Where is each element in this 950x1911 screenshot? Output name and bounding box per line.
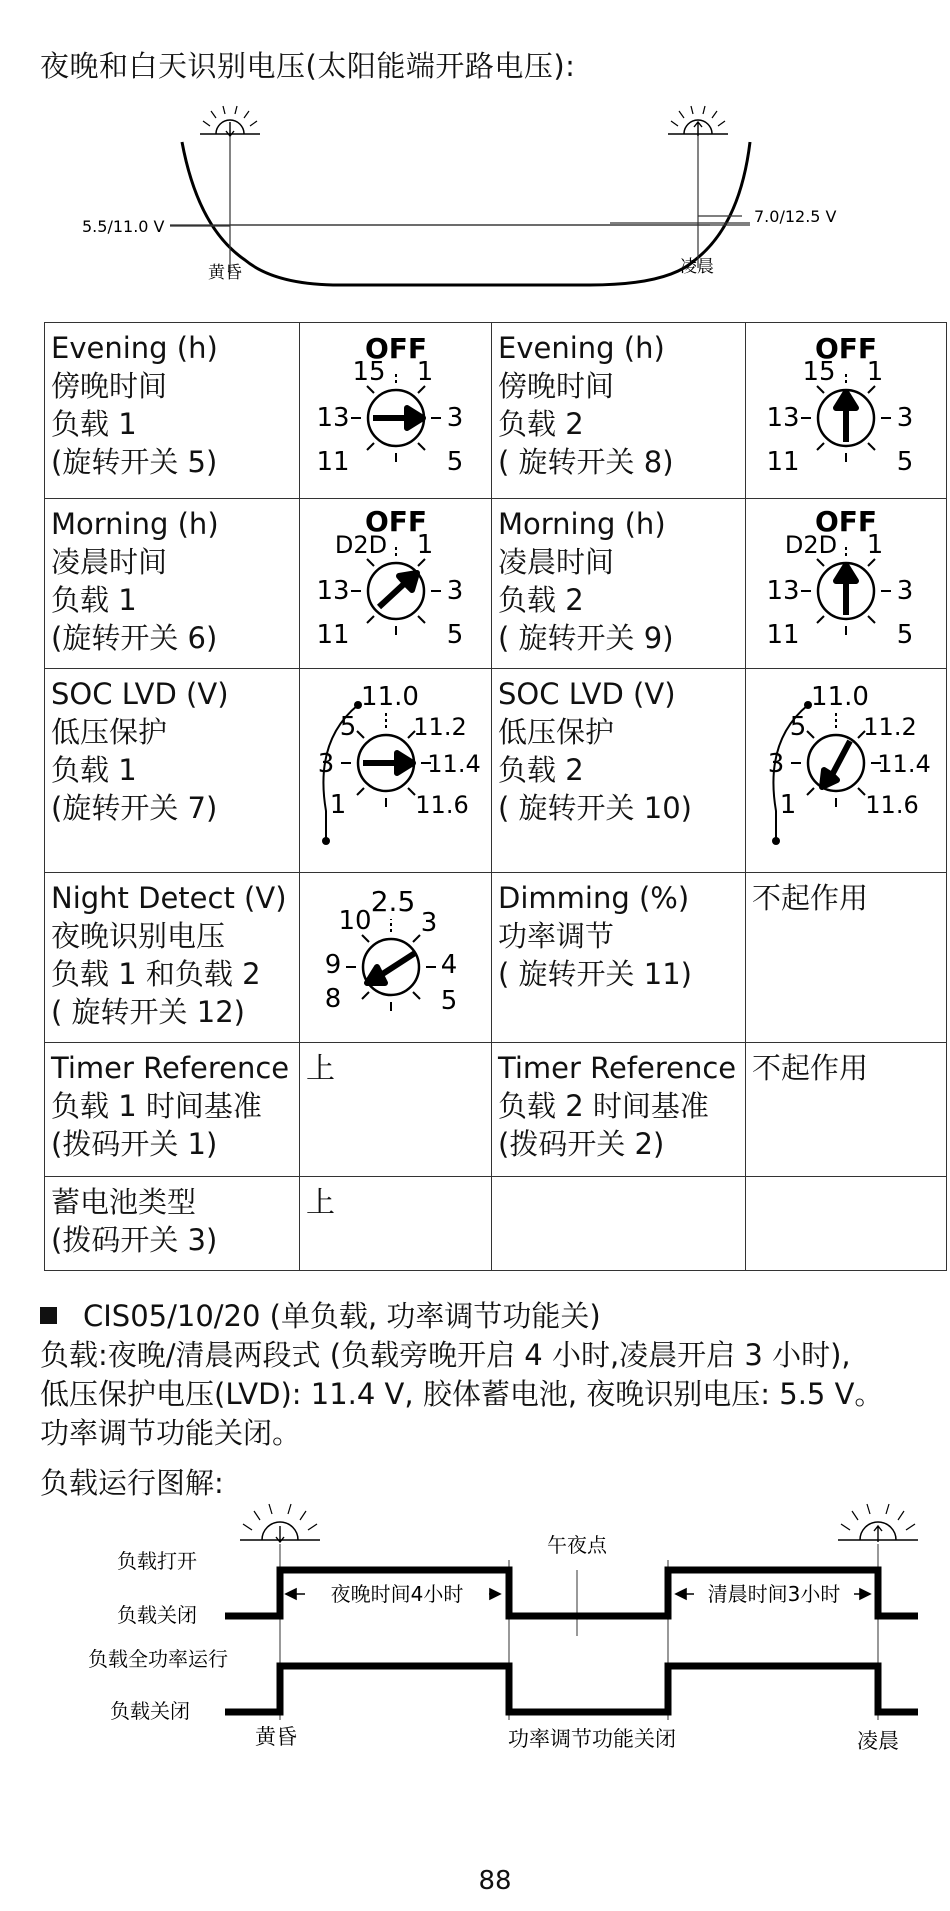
svg-text:3: 3 [446, 576, 463, 606]
svg-text:3: 3 [896, 576, 914, 606]
sunset-icon [240, 1504, 320, 1542]
diagram-title: 负载运行图解: [40, 1466, 224, 1500]
svg-text:3: 3 [896, 403, 914, 433]
svg-text:11.6: 11.6 [865, 791, 919, 819]
left-voltage-label: 5.5/11.0 V [82, 217, 165, 236]
page-number: 88 [478, 1866, 512, 1896]
svg-text:OFF: OFF [364, 505, 427, 538]
voltage-curve-diagram [70, 100, 870, 300]
dawn-label: 凌晨 [857, 1729, 899, 1753]
svg-text:5: 5 [896, 447, 914, 477]
load-off-label: 负载关闭 [117, 1603, 197, 1627]
dusk-label: 黄昏 [208, 263, 242, 283]
svg-text:OFF: OFF [814, 332, 878, 365]
timer-ref-load2-cell: Timer Reference 负载 2 时间基准 (拨码开关 2) [492, 1043, 746, 1177]
svg-text:1: 1 [416, 530, 433, 560]
svg-text:5: 5 [896, 620, 914, 650]
section-heading: 夜晚和白天识别电压(太阳能端开路电压): [40, 49, 576, 83]
load-timing-diagram [0, 1500, 950, 1760]
svg-text:3: 3 [317, 749, 334, 779]
dimming-cell: Dimming (%) 功率调节 ( 旋转开关 11) [492, 873, 746, 1043]
table-row [45, 1177, 947, 1271]
sunset-icon [200, 106, 260, 136]
svg-text:1: 1 [416, 357, 433, 387]
svg-text:1: 1 [329, 790, 346, 820]
svg-text:11.4: 11.4 [877, 750, 931, 778]
svg-text:13: 13 [315, 403, 350, 433]
svg-text:11: 11 [766, 447, 800, 477]
table-row [45, 669, 947, 873]
svg-text:10: 10 [337, 906, 372, 936]
svg-text:5: 5 [339, 712, 356, 742]
svg-text:8: 8 [324, 984, 341, 1014]
svg-text:2.5: 2.5 [370, 885, 415, 918]
config-line-1: 负载:夜晚/清晨两段式 (负载旁晚开启 4 小时,凌晨开启 3 小时), [40, 1338, 851, 1372]
night-detect-cell: Night Detect (V) 夜晚识别电压 负载 1 和负载 2 ( 旋转开关 12) [45, 873, 300, 1043]
load-off-label-2: 负载关闭 [110, 1699, 190, 1723]
svg-text:11: 11 [315, 620, 350, 650]
svg-text:3: 3 [420, 908, 437, 938]
config-line-2: 低压保护电压(LVD): 11.4 V, 胶体蓄电池, 夜晚识别电压: 5.5 V。 [40, 1377, 884, 1411]
svg-text:11: 11 [315, 447, 350, 477]
svg-text:15: 15 [802, 357, 836, 387]
dawn-label: 凌晨 [680, 257, 714, 277]
svg-text:4: 4 [440, 950, 457, 980]
svg-text:5: 5 [440, 986, 457, 1016]
midnight-label: 午夜点 [547, 1533, 607, 1557]
sunrise-icon [838, 1504, 918, 1542]
svg-text:11.6: 11.6 [414, 791, 469, 819]
svg-text:11: 11 [766, 620, 800, 650]
svg-text:13: 13 [315, 576, 350, 606]
dimming-value-cell: 不起作用 [746, 873, 947, 1043]
morning-span-label: 清晨时间3小时 [707, 1582, 841, 1606]
battery-type-value: 上 [300, 1177, 492, 1271]
svg-text:5: 5 [789, 712, 807, 742]
svg-text:1: 1 [866, 530, 884, 560]
svg-text:3: 3 [446, 403, 463, 433]
load-on-label: 负载打开 [117, 1549, 197, 1573]
table-row [45, 1043, 947, 1177]
svg-text:11.0: 11.0 [811, 682, 869, 712]
rotary-switch-12-dial [300, 873, 492, 1043]
rotary-switch-10-dial [746, 669, 947, 873]
svg-text:OFF: OFF [814, 505, 878, 538]
svg-text:3: 3 [767, 749, 785, 779]
evening-load1-cell: Evening (h) 傍晚时间 负载 1 (旋转开关 5) [45, 323, 300, 499]
svg-text:D2D: D2D [334, 531, 387, 559]
right-voltage-label: 7.0/12.5 V [754, 207, 837, 226]
svg-text:11.2: 11.2 [412, 713, 467, 741]
svg-text:9: 9 [324, 950, 341, 980]
sunrise-icon [668, 106, 728, 136]
timer-ref-load1-value: 上 [300, 1043, 492, 1177]
table-row [45, 499, 947, 669]
morning-load2-cell: Morning (h) 凌晨时间 负载 2 ( 旋转开关 9) [492, 499, 746, 669]
table-row [45, 873, 947, 1043]
rotary-switch-8-dial [746, 323, 947, 499]
rotary-switch-5-dial [300, 323, 492, 499]
config-title: CIS05/10/20 (单负载, 功率调节功能关) [40, 1297, 601, 1336]
bullet-square-icon [40, 1307, 57, 1324]
svg-text:5: 5 [446, 447, 463, 477]
svg-text:11.0: 11.0 [360, 682, 419, 712]
dusk-label: 黄昏 [255, 1725, 297, 1749]
empty-cell [492, 1177, 746, 1271]
evening-span-label: 夜晚时间4小时 [330, 1582, 464, 1606]
empty-cell [746, 1177, 947, 1271]
morning-load1-cell: Morning (h) 凌晨时间 负载 1 (旋转开关 6) [45, 499, 300, 669]
svg-text:1: 1 [866, 357, 884, 387]
svg-text:13: 13 [766, 403, 800, 433]
soc-lvd-load1-cell: SOC LVD (V) 低压保护 负载 1 (旋转开关 7) [45, 669, 300, 873]
timer-ref-load1-cell: Timer Reference 负载 1 时间基准 (拨码开关 1) [45, 1043, 300, 1177]
svg-text:11.2: 11.2 [863, 713, 917, 741]
svg-text:D2D: D2D [784, 531, 838, 559]
svg-text:5: 5 [446, 620, 463, 650]
svg-text:13: 13 [766, 576, 800, 606]
svg-text:15: 15 [351, 357, 386, 387]
soc-lvd-load2-cell: SOC LVD (V) 低压保护 负载 2 ( 旋转开关 10) [492, 669, 746, 873]
dimming-off-label: 功率调节功能关闭 [508, 1727, 676, 1751]
evening-load2-cell: Evening (h) 傍晚时间 负载 2 ( 旋转开关 8) [492, 323, 746, 499]
full-power-label: 负载全功率运行 [88, 1647, 228, 1671]
battery-type-cell: 蓄电池类型 (拨码开关 3) [45, 1177, 300, 1271]
rotary-switch-9-dial [746, 499, 947, 669]
svg-text:1: 1 [779, 790, 797, 820]
settings-table [44, 322, 947, 1271]
rotary-switch-7-dial [300, 669, 492, 873]
config-line-3: 功率调节功能关闭。 [40, 1416, 302, 1450]
svg-text:11.4: 11.4 [426, 750, 481, 778]
svg-text:OFF: OFF [364, 332, 427, 365]
table-row [45, 323, 947, 499]
rotary-switch-6-dial [300, 499, 492, 669]
timer-ref-load2-value: 不起作用 [746, 1043, 947, 1177]
